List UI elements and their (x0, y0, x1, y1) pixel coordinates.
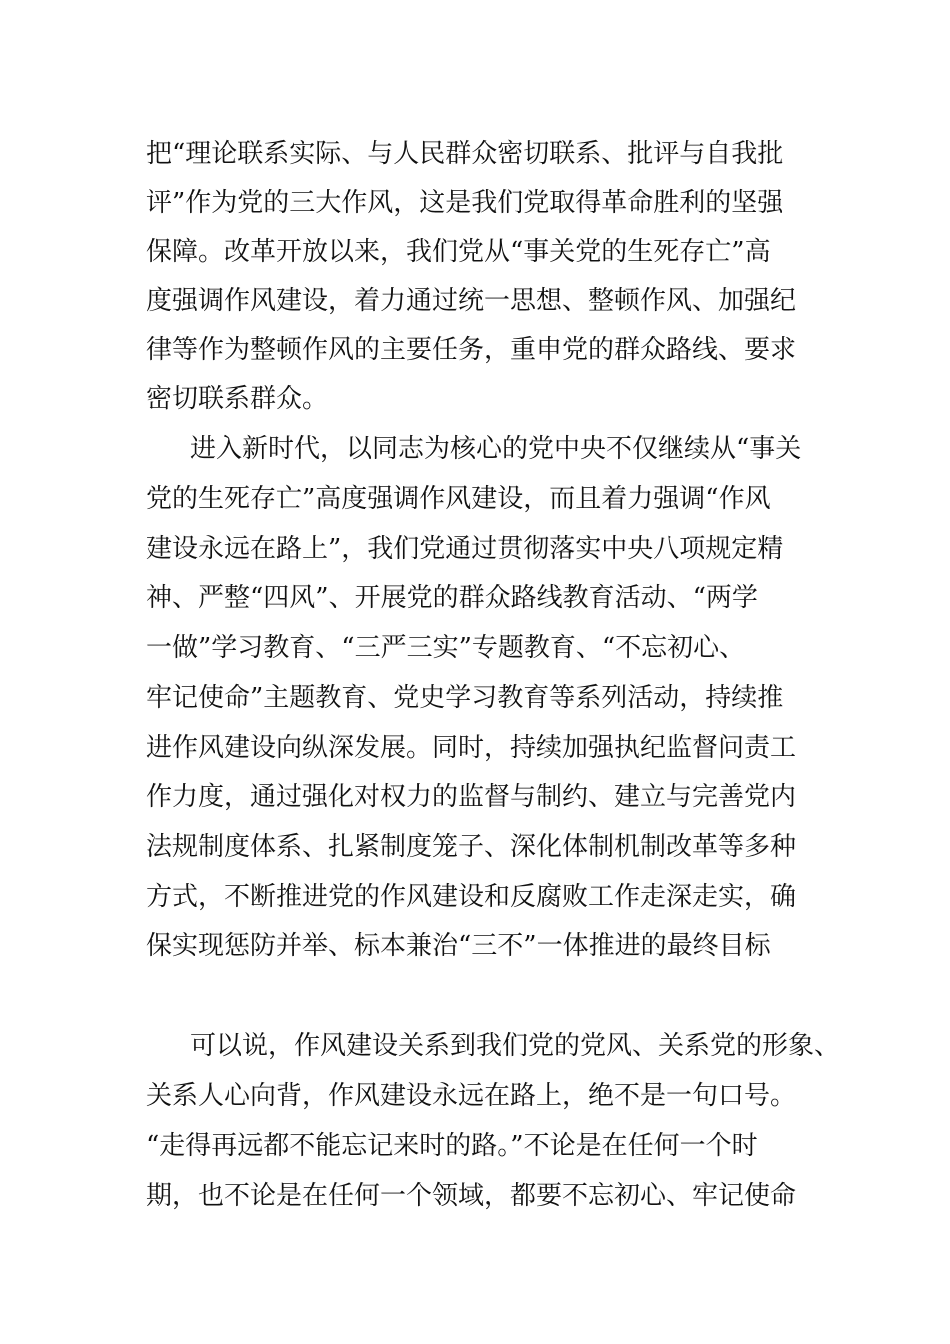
text-line: 进入新时代，以同志为核心的党中央不仅继续从“事关 (190, 434, 802, 464)
text-line: 评”作为党的三大作风，这是我们党取得革命胜利的坚强 (146, 188, 784, 218)
text-line: 一做”学习教育、“三严三实”专题教育、“不忘初心、 (146, 633, 746, 663)
text-line: 党的生死存亡”高度强调作风建设，而且着力强调“作风 (146, 484, 771, 514)
text-line: 期，也不论是在任何一个领域，都要不忘初心、牢记使命 (146, 1181, 797, 1211)
text-line: 保障。改革开放以来，我们党从“事关党的生死存亡”高 (146, 237, 771, 267)
text-line: 保实现惩防并举、标本兼治“三不”一体推进的最终目标 (146, 931, 771, 961)
text-line: 可以说，作风建设关系到我们党的党风、关系党的形象、 (190, 1031, 841, 1061)
text-line: 神、严整“四风”、开展党的群众路线教育活动、“两学 (146, 583, 758, 613)
text-line: 度强调作风建设，着力通过统一思想、整顿作风、加强纪 (146, 286, 797, 316)
text-line: 律等作为整顿作风的主要任务，重申党的群众路线、要求 (146, 335, 797, 365)
text-line: 密切联系群众。 (146, 384, 329, 414)
text-line: 关系人心向背，作风建设永远在路上，绝不是一句口号。 (146, 1081, 797, 1111)
text-line: “走得再远都不能忘记来时的路。”不论是在任何一个时 (146, 1131, 758, 1161)
text-line: 把“理论联系实际、与人民群众密切联系、批评与自我批 (146, 139, 784, 169)
text-line: 法规制度体系、扎紧制度笼子、深化体制机制改革等多种 (146, 832, 797, 862)
text-line: 方式，不断推进党的作风建设和反腐败工作走深走实，确 (146, 882, 797, 912)
text-line: 牢记使命”主题教育、党史学习教育等系列活动，持续推 (146, 683, 784, 713)
text-line: 建设永远在路上”，我们党通过贯彻落实中央八项规定精 (146, 534, 784, 564)
text-line: 作力度，通过强化对权力的监督与制约、建立与完善党内 (146, 782, 797, 812)
text-line: 进作风建设向纵深发展。同时，持续加强执纪监督问责工 (146, 733, 797, 763)
